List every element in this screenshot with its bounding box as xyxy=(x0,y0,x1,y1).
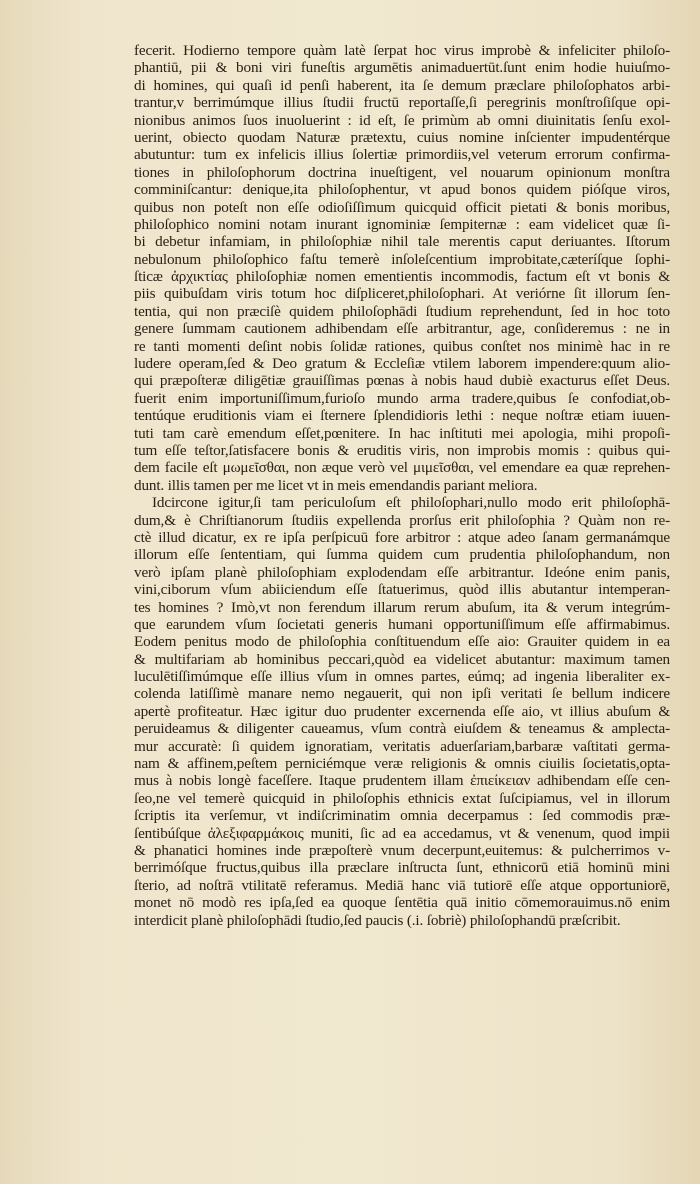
text-line: quibus non poteſt non eſſe odioſiſſimum quicquid officit pietati & bonis moribus, xyxy=(134,198,670,216)
text-line: tum eſſe teſtor,ſatisfacere bonis & eruditis viris, non improbis momis : quibus qui- xyxy=(134,441,670,459)
text-line: Idcircone igitur,ſi tam periculoſum eſt philoſophari,nullo modo erit philoſophā- xyxy=(152,494,670,512)
text-line: ſentibúſque ἀλεξιφαρμάκοις muniti, ſic ad ea accedamus, vt & venenum, quod impii xyxy=(134,824,670,842)
text-line: que earundem vſum ſocietati generis humani opportuniſſimum eſſe affirmabimus. xyxy=(134,615,670,633)
text-line: ſterio, ad noſtrā vtilitatē referamus. Mediā hanc viā tutiorē eſſe atque opportuniorē, xyxy=(134,876,670,894)
paragraph-2 xyxy=(134,494,670,929)
text-line: tuti tam carè emendum eſſet,pœnitere. In hac inſtituti mei apologia, mihi propoſi- xyxy=(134,424,670,442)
text-line: ſeo,ne vel temerè quicquid in philoſophis ethnicis extat ſuſcipiamus, vel in illorum xyxy=(134,789,670,807)
text-line: interdicit planè philoſophādi ſtudio,ſed paucis (.i. ſobriè) philoſophandū præſcribit. xyxy=(134,911,621,929)
text-line: ſticæ ἀρχικτίας philoſophiæ nomen ementientis incommodis, factum eſt vt bonis & xyxy=(134,268,670,286)
text-line: nam & affinem,peſtem perniciémque veræ religionis & omnis ciuilis ſocietatis,opta- xyxy=(134,755,670,773)
text-line: apertè profiteatur. Hæc igitur duo prudenter excernenda eſſe aio, vt illius abuſum & xyxy=(134,702,670,720)
page-text-area xyxy=(134,42,670,1162)
text-line: nebulonum philoſophico faſtu temerè inſoleſcentium improbitate,cæteríſque ſophi- xyxy=(134,250,670,268)
text-line: dunt. illis tamen per me licet vt in meis emendandis pariant meliora. xyxy=(134,476,538,494)
text-line: philoſophico nomini notam inurant ignominiæ ſempiternæ : eam videlicet quæ ſi- xyxy=(134,215,670,233)
text-line: abutuntur: tum ex infelicis illius ſolertiæ primordiis,vel veterum errorum confirma- xyxy=(134,146,670,164)
text-line: tes homines ? Imò,vt non ferendum illarum rerum abuſum, ita & verum integrúm- xyxy=(134,598,670,616)
text-line: & phanatici homines inde præpoſterè vnum decerpunt,euitemus: & pulcherrimos v- xyxy=(134,841,670,859)
body-text xyxy=(134,42,670,929)
text-line: mus à nobis longè faceſſere. Itaque prudentem illam ἐπιείκειαν adhibendam eſſe cen- xyxy=(134,772,670,790)
text-line: fuerit enim importuniſſimum,furioſo mundo arma tradere,quibus ſe confodiat,ob- xyxy=(134,389,670,407)
text-line: di homines, qui quaſi id penſi haberent, ita ſe demum præclare philoſophatos arbi- xyxy=(134,76,670,94)
text-line: tentúque eruditionis viam ei ſternere ſplendidioris lethi : neque noſtræ etiam iuuen- xyxy=(134,407,670,425)
text-line: tentia, qui non præciſè quidem philoſophādi ſtudium reprehendunt, ſed in hoc toto xyxy=(134,302,670,320)
text-line: Eodem penitus modo de philoſophia conſtituendum eſſe aio: Grauiter quidem in ea xyxy=(134,633,670,651)
text-line: nionibus animos ſuos inuoluerint : id eſt, ſe primùm ab omni diuinitatis ſenſu exol- xyxy=(134,111,670,129)
text-line: verò ipſam planè philoſophiam explodendam eſſe arbitrantur. Ideóne enim panis, xyxy=(134,563,670,581)
text-line: tiones in philoſophorum doctrina inueſtigent, vel nouarum opinionum monſtra xyxy=(134,163,670,181)
text-line: peruideamus & diligenter caueamus, vſum contrà eiuſdem & teneamus & amplecta- xyxy=(134,720,670,738)
text-line: illorum eſſe ſententiam, qui ſumma quidem cum prudentia philoſophandum, non xyxy=(134,546,670,564)
text-line: dum,& è Chriſtianorum ſtudiis expellenda prorſus erit philoſophia ? Quàm non re- xyxy=(134,511,670,529)
text-line: monet nō modò res ipſa,ſed ea quoque ſentētia quā initio cōmemorauimus.nō enim xyxy=(134,894,670,912)
text-line: comminiſcantur: denique,ita philoſophentur, vt apud bonos quidem pióſque viros, xyxy=(134,181,670,199)
text-line: ctè illud dicatur, ex re ipſa perſpicuū fore arbitror : atque adeo ſanam germanámque xyxy=(134,528,670,546)
text-line: vini,ciborum vſum abiiciendum eſſe ſtatuerimus, quòd illis abutantur intemperan- xyxy=(134,581,670,599)
text-line: ſcriptis ita verſemur, vt indiſcriminatim omnia decerpamus : ſed commodis præ- xyxy=(134,807,670,825)
text-line: trantur,v berrimúmque illius ſtudii fructū reportaſſe,ſi peregrinis monſtroſiſque opi- xyxy=(134,94,670,112)
text-line: re tanti momenti deſint nobis ſolidæ rationes, quibus conſtet nos minimè hac in re xyxy=(134,337,670,355)
text-line: fecerit. Hodierno tempore quàm latè ſerpat hoc virus improbè & infeliciter philoſo- xyxy=(134,42,670,59)
text-line: luculētiſſimúmque eſſe illius vſum in omnes partes, eúmq; ad ingenia liberaliter ex- xyxy=(134,668,670,686)
text-line: piis quibuſdam viris totum hoc diſpliceret,philoſophari. At veriórne ſit illorum ſen- xyxy=(134,285,670,303)
text-line: genere ſummam cautionem adhibendam eſſe arbitrantur, age, conſideremus : ne in xyxy=(134,320,670,338)
text-line: phantiū, pii & boni viri funeſtis argumētis animaduertūt.ſunt enim hodie huiuſmo- xyxy=(134,59,670,77)
text-line: uerint, obiecto quodam Naturæ prætextu, cuius nomine inſcienter impudentérque xyxy=(134,128,670,146)
text-line: bi debetur infamiam, in philoſophiæ nihil tale merentis caput deriuantes. Iſtorum xyxy=(134,233,670,251)
text-line: mur accuratè: ſi quidem ignoratiam, veritatis aduerſariam,barbaræ vaſtitati germa- xyxy=(134,737,670,755)
text-line: ludere operam,ſed & Deo gratum & Eccleſiæ vtilem laborem impendere:quum alio- xyxy=(134,355,670,373)
text-line: dem facile eſt μωμεῖσθαι, non æque verò vel μιμεῖσθαι, vel emendare ea quæ reprehen- xyxy=(134,459,670,477)
text-line: colenda latiſſimè manare nemo negauerit, qui non ipſi veritati ſe bellum indicere xyxy=(134,685,670,703)
paragraph-1 xyxy=(134,42,670,494)
text-line: berrimóſque fructus,quibus illa præclare inſtructa ſunt, ethnicorū etiā hominū mini xyxy=(134,859,670,877)
text-line: qui præpoſteræ diligētiæ grauiſſimas pœnas à nobis haud dubiè exacturus eſſet Deus. xyxy=(134,372,670,390)
text-line: & multifariam ab hominibus peccari,quòd ea videlicet abutantur: maximum tamen xyxy=(134,650,670,668)
